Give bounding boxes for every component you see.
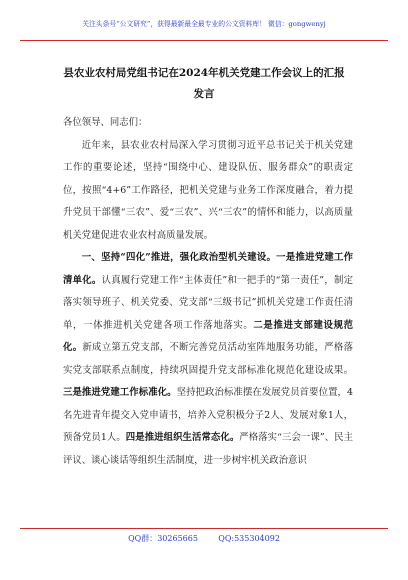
- footer-contact: [0, 533, 408, 544]
- item-1-text: 认真履行党建工作“主体责任”和一把手的“第一责任”，制定落实领导班子、机关党委、党支部“三级书记”抓机关党建工作责任清单，一体推进机关党建各项工作落地落实。: [63, 274, 353, 331]
- intro-paragraph: 近年来，县农业农村局深入学习贯彻习近平总书记关于机关党建工作的重要论述，坚持“围绕中心、建设队伍、服务群众”的职责定位，按照“4+6”工作路径，把机关党建与业务工作深度融合，着力提升党员干部懂“三农”、爱“三农”、兴“三农”的情怀和能力，以高质量机关党建促进农业农村高质量发展。: [63, 139, 353, 241]
- document-title: 县农业农村局党组书记在2024年机关党建工作会议上的汇报发言: [63, 67, 345, 100]
- item-3-text: 坚持把政治标准摆在发展党员首要位置，4名先进青年提交入党申请书，培养入党积极分子2人、发展对象1人，预备党员1人。: [63, 387, 353, 443]
- qq-label: QQ:: [218, 534, 235, 543]
- item-3-lead: 三是推进党建工作标准化。: [63, 387, 177, 398]
- item-2-text: 新成立第五党支部，不断完善党员活动室阵地服务功能，严格落实党支部联系点制度，持续巩固提升党支部标准化规范化建设成果。: [63, 342, 353, 376]
- qq-number: 535304092: [234, 534, 280, 543]
- document-body: [63, 112, 353, 472]
- item-4-text: 严格落实“三会一课”、民主评议、谈心谈话等组织生活制度，进一步树牢机关政治意识: [63, 432, 353, 466]
- header-banner: 关注头条号“公文研究”，获得最新最全最专业的公文资料库！ 微信：gongwenyj: [82, 20, 326, 28]
- salutation: 各位领导、同志们：: [63, 117, 148, 128]
- qq-group-number: 30265665: [157, 534, 198, 543]
- item-4-lead: 四是推进组织生活常态化。: [125, 432, 240, 443]
- item-1-lead: 一是推进党建工作清单化。: [63, 252, 353, 286]
- footer-divider: [20, 528, 388, 529]
- section-1-paragraph: [63, 247, 353, 472]
- section-1-heading: 一、坚持“四化”推进，强化政治型机关建设。: [81, 252, 277, 263]
- header-divider: [20, 40, 388, 41]
- item-2-lead: 二是推进支部建设规范化。: [63, 319, 353, 353]
- qq-group-label: QQ群：: [128, 534, 158, 543]
